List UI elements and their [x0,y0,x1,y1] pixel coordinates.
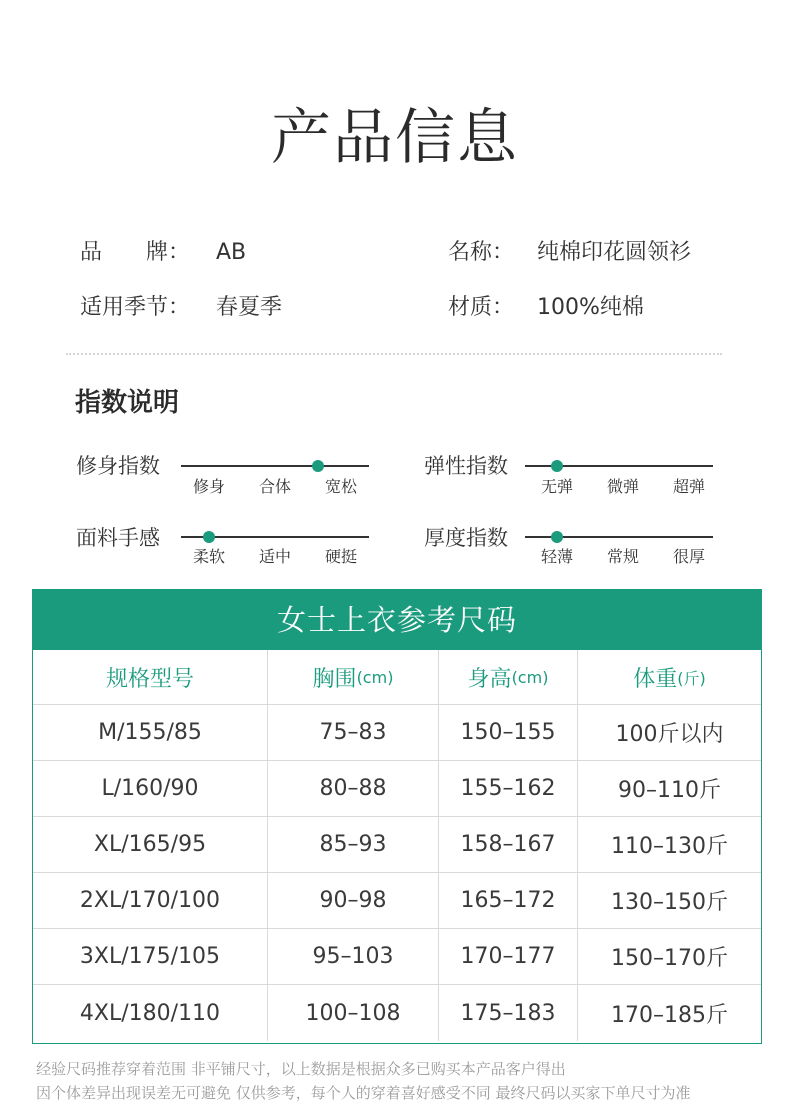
table-cell: 100–108 [268,985,439,1041]
footnote-line: 因个体差异出现误差无可避免 仅供参考，每个人的穿着喜好感受不同 最终尺码以买家下单尺寸为准 [36,1084,691,1102]
index-label: 修身指数 [76,454,160,478]
index-tick-label: 合体 [258,477,292,496]
index-tick-label: 微弹 [606,477,640,496]
index-label: 面料手感 [76,526,160,550]
material-value: 100%纯棉 [537,295,644,320]
table-cell: 95–103 [268,929,439,984]
header-unit: (cm) [356,667,394,687]
table-cell: 3XL/175/105 [33,929,268,984]
index-tick-label: 柔软 [192,547,226,566]
footnote-line: 经验尺码推荐穿着范围 非平铺尺寸，以上数据是根据众多已购买本产品客户得出 [36,1060,566,1078]
page-title: 产品信息 [271,103,519,173]
table-cell: 175–183 [439,985,578,1041]
size-table-grid [33,650,761,1041]
header-label: 规格型号 [105,666,194,692]
table-cell: 4XL/180/110 [33,985,268,1041]
header-unit: (斤) [677,668,706,688]
index-tick-label: 修身 [192,477,226,496]
brand-label: 品 牌： [80,240,191,265]
table-cell: 85–93 [268,817,439,872]
table-row [33,817,761,873]
header-unit: (cm) [511,667,549,687]
brand-value: AB [216,240,247,265]
table-cell: 90–98 [268,873,439,928]
table-cell: 150–155 [439,705,578,760]
table-header-cell [33,650,268,704]
index-marker [551,531,563,543]
table-cell: 75–83 [268,705,439,760]
header-label: 体重 [633,666,678,692]
name-label: 名称： [448,240,515,265]
table-header-cell [439,650,578,704]
table-cell: 110–130斤 [611,834,728,859]
index-track [181,465,369,467]
table-header-cell [268,650,439,704]
index-tick-label: 很厚 [672,547,706,566]
index-label: 弹性指数 [424,454,508,478]
table-header-cell [578,650,761,704]
table-cell: L/160/90 [33,761,268,816]
index-marker [551,460,563,472]
dotted-divider [66,353,722,355]
index-label: 厚度指数 [424,526,508,550]
index-marker [203,531,215,543]
table-row [33,705,761,761]
size-table-title: 女士上衣参考尺码 [33,590,761,650]
table-cell: 170–185斤 [611,1002,728,1028]
table-cell: 165–172 [439,873,578,928]
header-label: 身高 [467,666,512,692]
index-tick-label: 硬挺 [324,547,358,566]
index-tick-label: 无弹 [540,477,574,496]
table-cell: 130–150斤 [611,890,728,915]
table-row [33,985,761,1041]
material-label: 材质： [448,295,515,320]
table-row [33,929,761,985]
table-header-row [33,650,761,705]
table-row [33,873,761,929]
index-section-title: 指数说明 [75,388,180,418]
season-label: 适用季节： [80,295,191,320]
table-cell: 170–177 [439,929,578,984]
table-cell: 80–88 [268,761,439,816]
index-marker [312,460,324,472]
table-cell: 150–170斤 [611,946,728,971]
index-tick-label: 适中 [258,547,292,566]
header-label: 胸围 [312,666,357,692]
table-row [33,761,761,817]
table-cell: 158–167 [439,817,578,872]
table-cell: M/155/85 [33,705,268,760]
index-tick-label: 宽松 [324,477,358,496]
index-tick-label: 轻薄 [540,547,574,566]
index-tick-label: 超弹 [672,477,706,496]
table-cell: 90–110斤 [618,778,721,803]
name-value: 纯棉印花圆领衫 [537,240,692,265]
index-tick-label: 常规 [606,547,640,566]
size-table [32,589,762,1044]
season-value: 春夏季 [216,295,283,320]
table-cell: 100斤以内 [615,722,724,747]
table-cell: 2XL/170/100 [33,873,268,928]
table-cell: 155–162 [439,761,578,816]
table-cell: XL/165/95 [33,817,268,872]
